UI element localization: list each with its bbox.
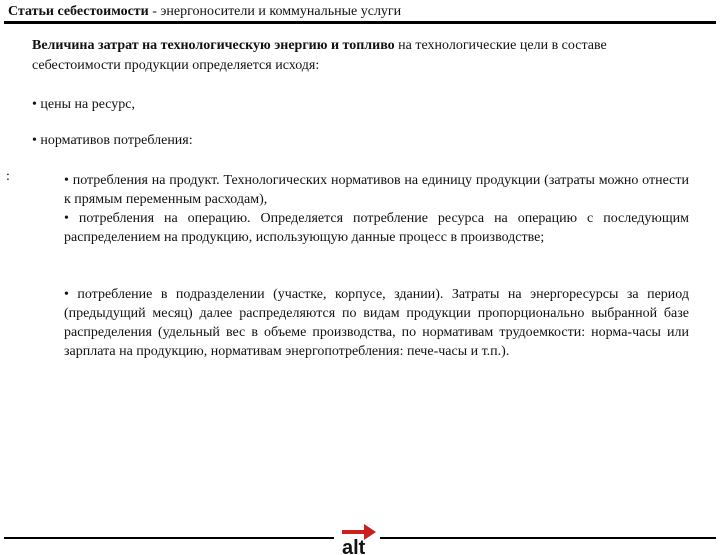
stray-colon: : xyxy=(6,169,10,184)
sub-item-product: • потребления на продукт. Технологических нормативов на единицу продукции (затраты можно отнести к прямым переменным расходам), xyxy=(64,173,689,207)
logo-text: alt xyxy=(342,537,366,555)
alt-logo xyxy=(334,520,380,555)
slide-title-bold: Статьи себестоимости xyxy=(8,4,149,19)
intro-paragraph xyxy=(32,36,692,76)
alt-logo-graphic xyxy=(334,520,380,555)
bullet-norms: • нормативов потребления: xyxy=(32,133,193,148)
sub-item-operation: • потребления на операцию. Определяется потребление ресурса на операцию с последующим распределением на продукцию, использующую данные процесс в производстве; xyxy=(64,211,689,245)
bullet-price: • цены на ресурс, xyxy=(32,97,136,112)
slide-title-rest: - энергоносители и коммунальные услуги xyxy=(148,4,402,19)
intro-text: на технологические цели в составе себестоимости продукции определяется исходя: xyxy=(32,38,607,73)
sub-item-department: • потребление в подразделении (участке, корпусе, здании). Затраты на энергоресурсы за период (предыдущий месяц) далее распределяются по видам продукции пропорционально выбранной базе распределения (удельный вес в объеме производства, по нормативам трудоемкости: норма-часы или зарплата на продукцию, нормативам энергопотребления: пече-часы и т.п.). xyxy=(64,287,689,359)
intro-bold: Величина затрат на технологическую энергию и топливо xyxy=(32,38,395,53)
header-divider xyxy=(4,21,716,24)
slide-title xyxy=(8,3,708,21)
